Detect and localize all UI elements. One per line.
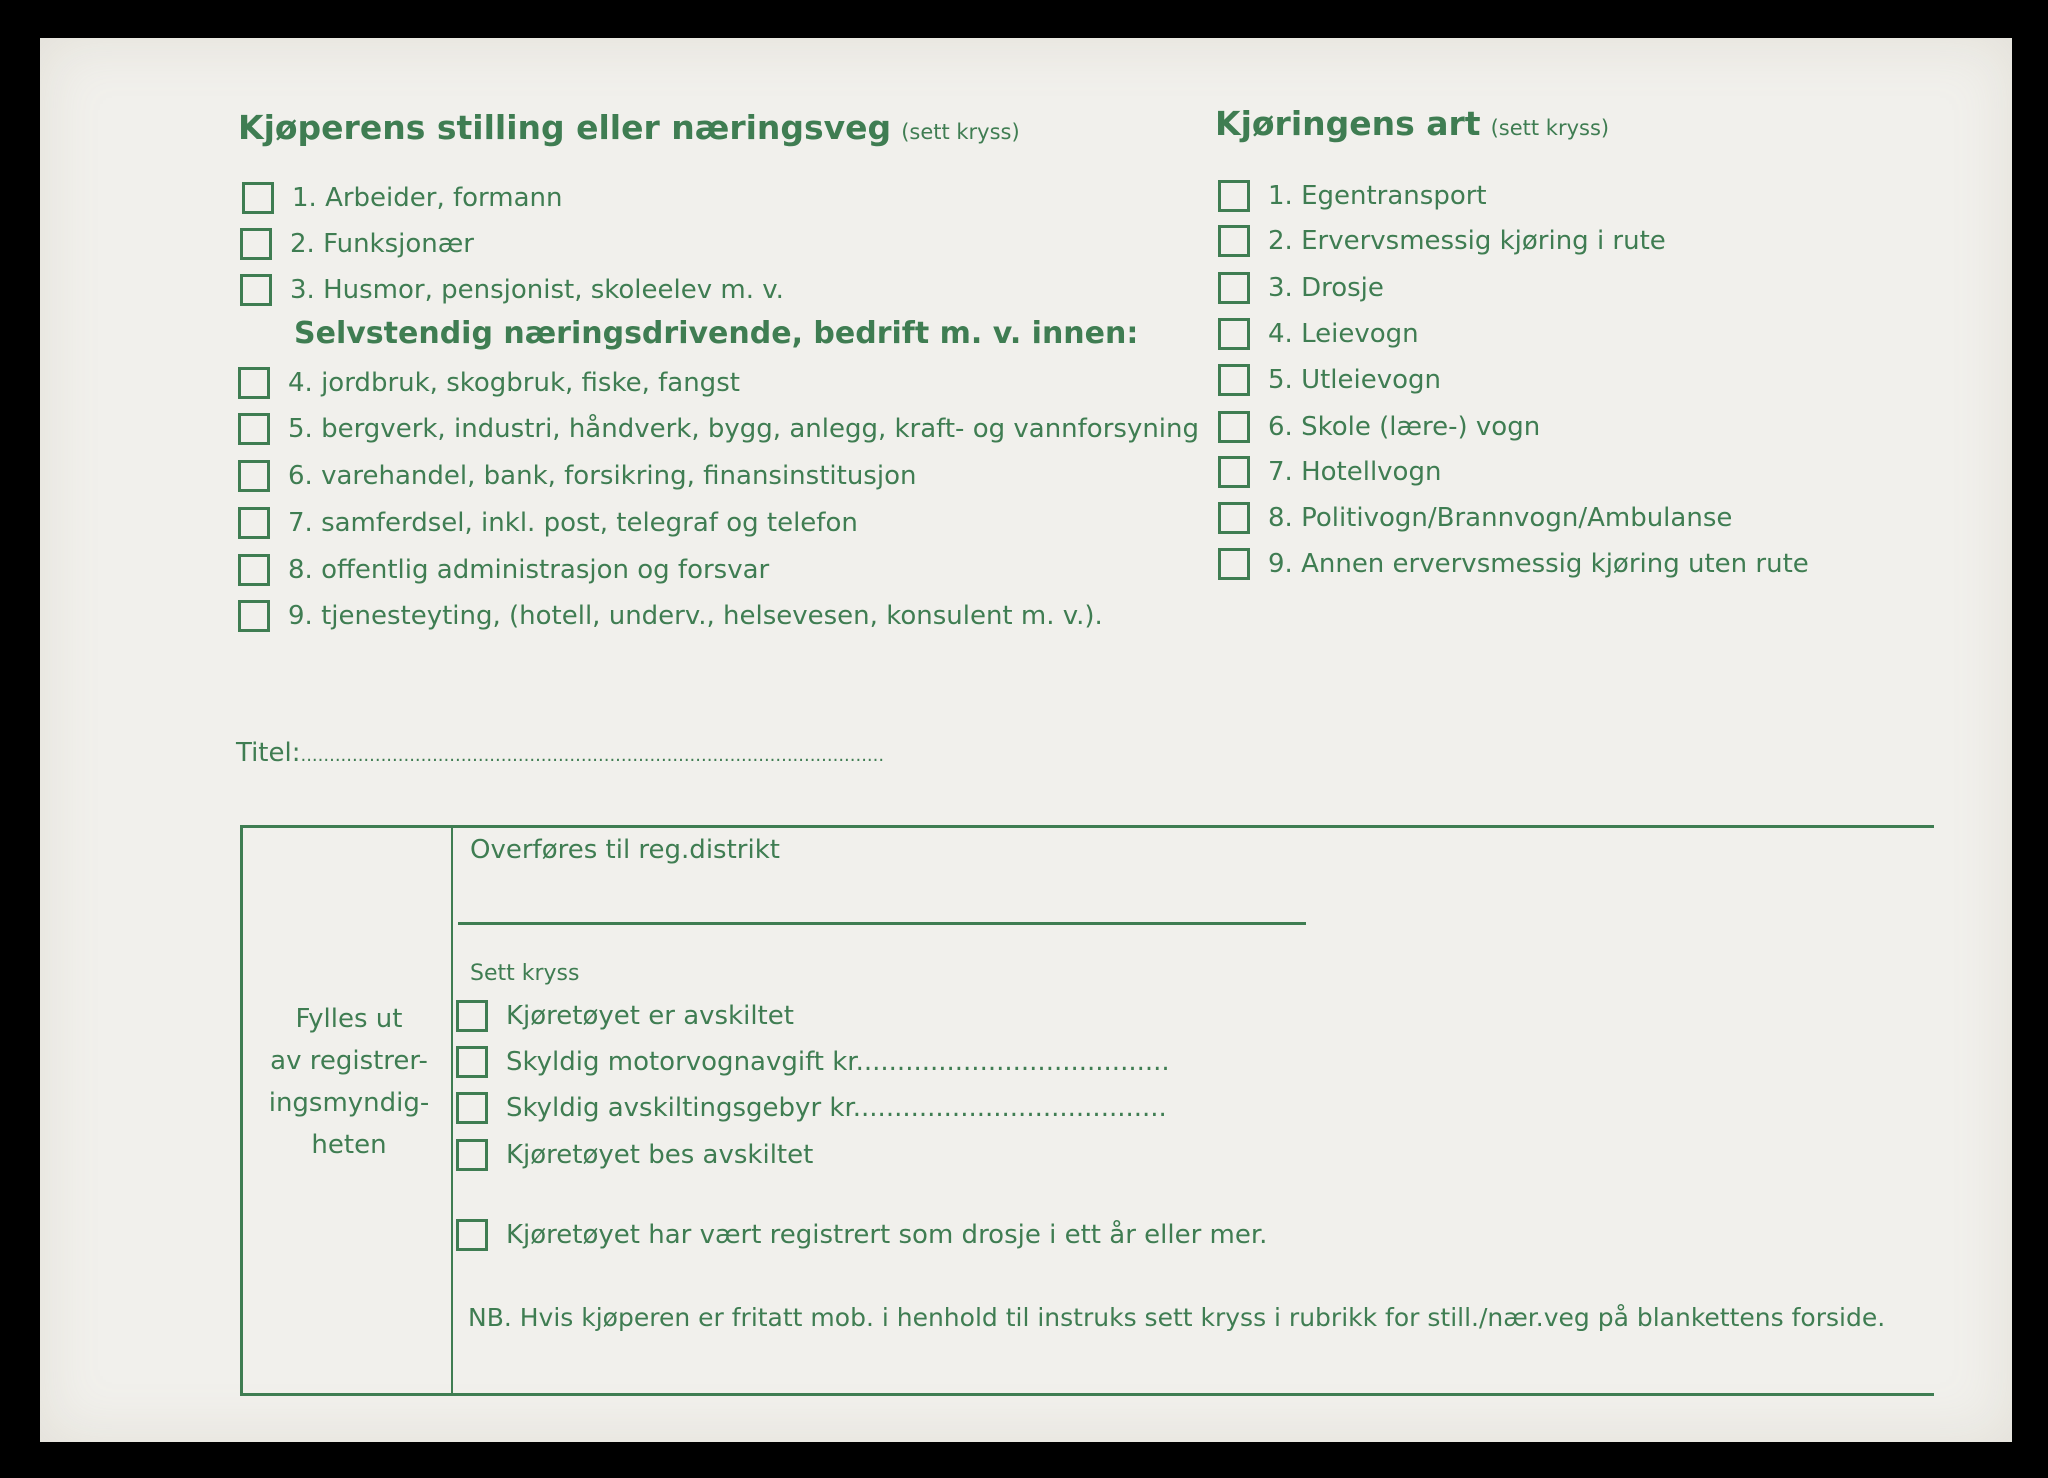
transfer-label: Overføres til reg.distrikt xyxy=(470,835,780,865)
transfer-district-line[interactable] xyxy=(458,922,1306,925)
checkbox[interactable] xyxy=(456,1219,488,1251)
registry-check-deregistration-fee[interactable] xyxy=(456,1088,1167,1128)
checkbox[interactable] xyxy=(1218,272,1250,304)
driving-option-2[interactable] xyxy=(1218,221,1666,261)
option-label: 1. Egentransport xyxy=(1268,181,1487,211)
registry-side-label: Fylles ut av registrer- ingsmyndig- heten xyxy=(268,1004,430,1160)
option-label: 7. Hotellvogn xyxy=(1268,457,1442,487)
sett-kryss-label: Sett kryss xyxy=(470,961,580,986)
checkbox[interactable] xyxy=(1218,318,1250,350)
checkbox[interactable] xyxy=(242,182,274,214)
check-label: Kjøretøyet har vært registrert som drosje i ett år eller mer. xyxy=(506,1220,1268,1250)
option-label: 2. Ervervsmessig kjøring i rute xyxy=(1268,226,1666,256)
registry-check-taxi-year[interactable] xyxy=(456,1215,1267,1255)
option-label: 3. Drosje xyxy=(1268,273,1384,303)
checkbox[interactable] xyxy=(238,460,270,492)
checkbox[interactable] xyxy=(238,507,270,539)
option-label: 7. samferdsel, inkl. post, telegraf og telefon xyxy=(288,508,858,538)
driving-option-1[interactable] xyxy=(1218,176,1487,216)
checkbox[interactable] xyxy=(238,554,270,586)
buyer-position-hint: (sett kryss) xyxy=(901,120,1020,144)
option-label: 6. Skole (lære-) vogn xyxy=(1268,412,1541,442)
checkbox[interactable] xyxy=(1218,364,1250,396)
buyer-option-4[interactable] xyxy=(238,363,740,403)
driving-option-5[interactable] xyxy=(1218,360,1441,400)
buyer-option-5[interactable] xyxy=(238,409,1199,449)
check-label: Skyldig motorvognavgift kr...................................... xyxy=(506,1047,1170,1077)
buyer-option-2[interactable] xyxy=(240,224,474,264)
driving-option-3[interactable] xyxy=(1218,268,1384,308)
check-label: Kjøretøyet bes avskiltet xyxy=(506,1140,814,1170)
driving-option-9[interactable] xyxy=(1218,544,1809,584)
checkbox[interactable] xyxy=(456,1000,488,1032)
check-label: Kjøretøyet er avskiltet xyxy=(506,1001,794,1031)
buyer-option-1[interactable] xyxy=(242,178,563,218)
driving-option-7[interactable] xyxy=(1218,452,1441,492)
form-sheet xyxy=(40,38,2012,1442)
buyer-position-heading xyxy=(238,108,1020,147)
option-label: 2. Funksjonær xyxy=(290,229,474,259)
registry-check-request-deregister[interactable] xyxy=(456,1135,813,1175)
checkbox[interactable] xyxy=(238,413,270,445)
checkbox[interactable] xyxy=(238,367,270,399)
registry-check-deregistered[interactable] xyxy=(456,996,794,1036)
option-label: 1. Arbeider, formann xyxy=(292,183,563,213)
checkbox[interactable] xyxy=(240,228,272,260)
option-label: 5. Utleievogn xyxy=(1268,365,1442,395)
box-bottom-border xyxy=(240,1393,1934,1396)
buyer-option-9[interactable] xyxy=(238,596,1103,636)
driving-type-heading xyxy=(1215,104,1609,143)
checkbox[interactable] xyxy=(1218,548,1250,580)
box-top-border xyxy=(240,825,1934,828)
driving-option-6[interactable] xyxy=(1218,407,1540,447)
option-label: 4. jordbruk, skogbruk, fiske, fangst xyxy=(288,368,740,398)
box-left-border xyxy=(240,825,243,1396)
buyer-option-3[interactable] xyxy=(240,270,784,310)
driving-option-4[interactable] xyxy=(1218,314,1419,354)
check-label: Skyldig avskiltingsgebyr kr...................................... xyxy=(506,1093,1167,1123)
buyer-option-7[interactable] xyxy=(238,503,858,543)
titel-field[interactable] xyxy=(236,738,884,768)
checkbox[interactable] xyxy=(1218,411,1250,443)
driving-type-hint: (sett kryss) xyxy=(1490,116,1610,140)
driving-option-8[interactable] xyxy=(1218,498,1732,538)
option-label: 8. Politivogn/Brannvogn/Ambulanse xyxy=(1268,503,1733,533)
checkbox[interactable] xyxy=(456,1139,488,1171)
buyer-option-6[interactable] xyxy=(238,456,916,496)
checkbox[interactable] xyxy=(1218,502,1250,534)
option-label: 6. varehandel, bank, forsikring, finansinstitusjon xyxy=(288,461,917,491)
registry-check-vehicle-tax[interactable] xyxy=(456,1042,1170,1082)
nb-note: NB. Hvis kjøperen er fritatt mob. i henhold til instruks sett kryss i rubrikk for still./nær.veg på blankettens forside. xyxy=(468,1303,1886,1332)
titel-dots: ...................................................................................................... xyxy=(300,745,885,766)
option-label: 5. bergverk, industri, håndverk, bygg, anlegg, kraft- og vannforsyning xyxy=(288,414,1200,444)
option-label: 9. tjenesteyting, (hotell, underv., helsevesen, konsulent m. v.). xyxy=(288,601,1103,631)
checkbox[interactable] xyxy=(456,1046,488,1078)
checkbox[interactable] xyxy=(456,1092,488,1124)
buyer-position-title: Kjøperens stilling eller næringsveg xyxy=(238,108,892,147)
buyer-option-8[interactable] xyxy=(238,550,769,590)
checkbox[interactable] xyxy=(240,274,272,306)
option-label: 4. Leievogn xyxy=(1268,319,1419,349)
checkbox[interactable] xyxy=(1218,456,1250,488)
self-employed-subheading: Selvstendig næringsdrivende, bedrift m. v. innen: xyxy=(294,316,1139,351)
checkbox[interactable] xyxy=(238,600,270,632)
option-label: 3. Husmor, pensjonist, skoleelev m. v. xyxy=(290,275,784,305)
box-divider xyxy=(451,825,453,1393)
checkbox[interactable] xyxy=(1218,225,1250,257)
checkbox[interactable] xyxy=(1218,180,1250,212)
option-label: 9. Annen ervervsmessig kjøring uten rute xyxy=(1268,549,1809,579)
option-label: 8. offentlig administrasjon og forsvar xyxy=(288,555,770,585)
titel-label: Titel: xyxy=(236,738,301,768)
driving-type-title: Kjøringens art xyxy=(1215,104,1481,143)
